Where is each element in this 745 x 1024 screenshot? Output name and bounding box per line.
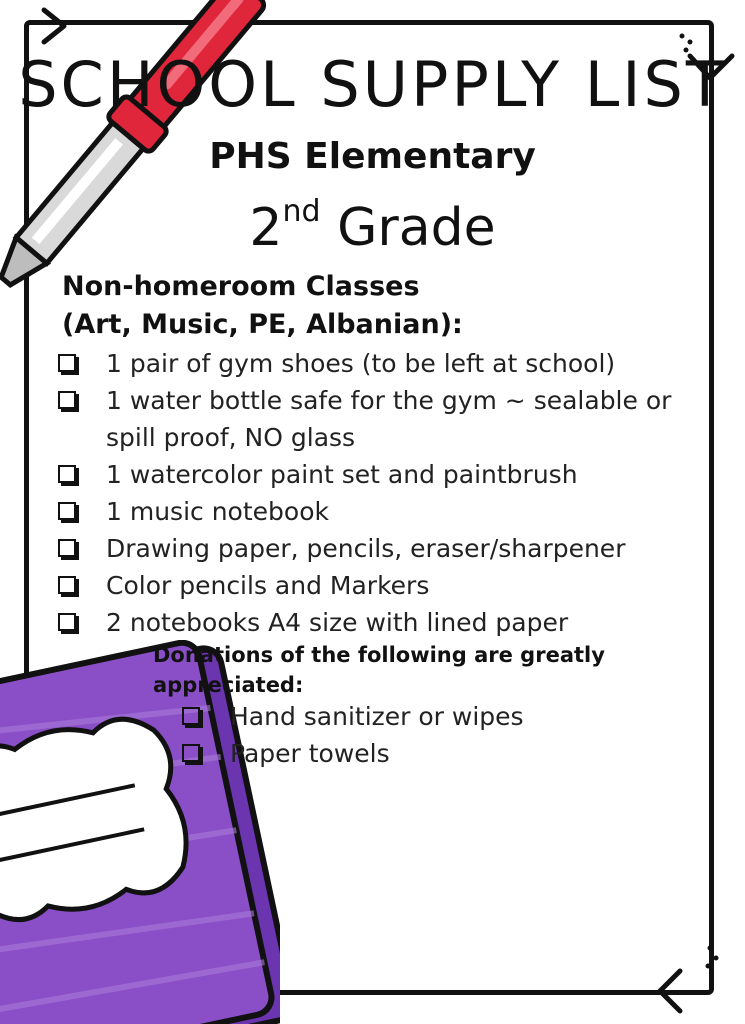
donations-heading: Donations of the following are greatly appreciated:: [153, 643, 605, 697]
list-item-text: 1 watercolor paint set and paintbrush: [106, 460, 578, 489]
school-name: PHS Elementary: [209, 136, 536, 177]
section-heading: [62, 268, 582, 344]
checkbox-icon: [182, 744, 200, 762]
checkbox-icon: [58, 502, 76, 520]
list-item-text: 1 pair of gym shoes (to be left at school): [106, 349, 616, 378]
list-item-text: Paper towels: [230, 739, 390, 768]
list-item: [58, 382, 698, 456]
list-item-text: Drawing paper, pencils, eraser/sharpener: [106, 534, 626, 563]
list-item: [58, 493, 698, 530]
grade-number: 2: [249, 198, 283, 258]
list-item: [58, 345, 698, 382]
dots-doodle-icon-2: [700, 940, 730, 980]
list-item-text: Color pencils and Markers: [106, 571, 430, 600]
checkbox-icon: [58, 391, 76, 409]
arrow-left-doodle-icon: [650, 965, 700, 1015]
list-item: [182, 698, 524, 735]
list-item-text: 1 water bottle safe for the gym ~ sealable or spill proof, NO glass: [106, 386, 672, 452]
page-title: SCHOOL SUPPLY LIST: [18, 48, 727, 121]
grade-heading: [0, 194, 745, 258]
checkbox-icon: [58, 576, 76, 594]
list-item-text: 1 music notebook: [106, 497, 329, 526]
donations-list: [182, 698, 524, 772]
section-heading-line2: (Art, Music, PE, Albanian):: [62, 309, 463, 340]
list-item: [182, 735, 524, 772]
list-item-text: Hand sanitizer or wipes: [230, 702, 524, 731]
section-heading-line1: Non-homeroom Classes: [62, 271, 420, 302]
supply-list: [58, 345, 698, 641]
grade-suffix: nd: [282, 194, 321, 229]
list-item-text: 2 notebooks A4 size with lined paper: [106, 608, 569, 637]
checkbox-icon: [58, 613, 76, 631]
list-item: [58, 567, 698, 604]
list-item: [58, 530, 698, 567]
grade-word: Grade: [337, 198, 496, 258]
checkbox-icon: [58, 465, 76, 483]
checkbox-icon: [58, 539, 76, 557]
list-item: [58, 456, 698, 493]
list-item: [58, 604, 698, 641]
checkbox-icon: [58, 354, 76, 372]
checkbox-icon: [182, 707, 200, 725]
